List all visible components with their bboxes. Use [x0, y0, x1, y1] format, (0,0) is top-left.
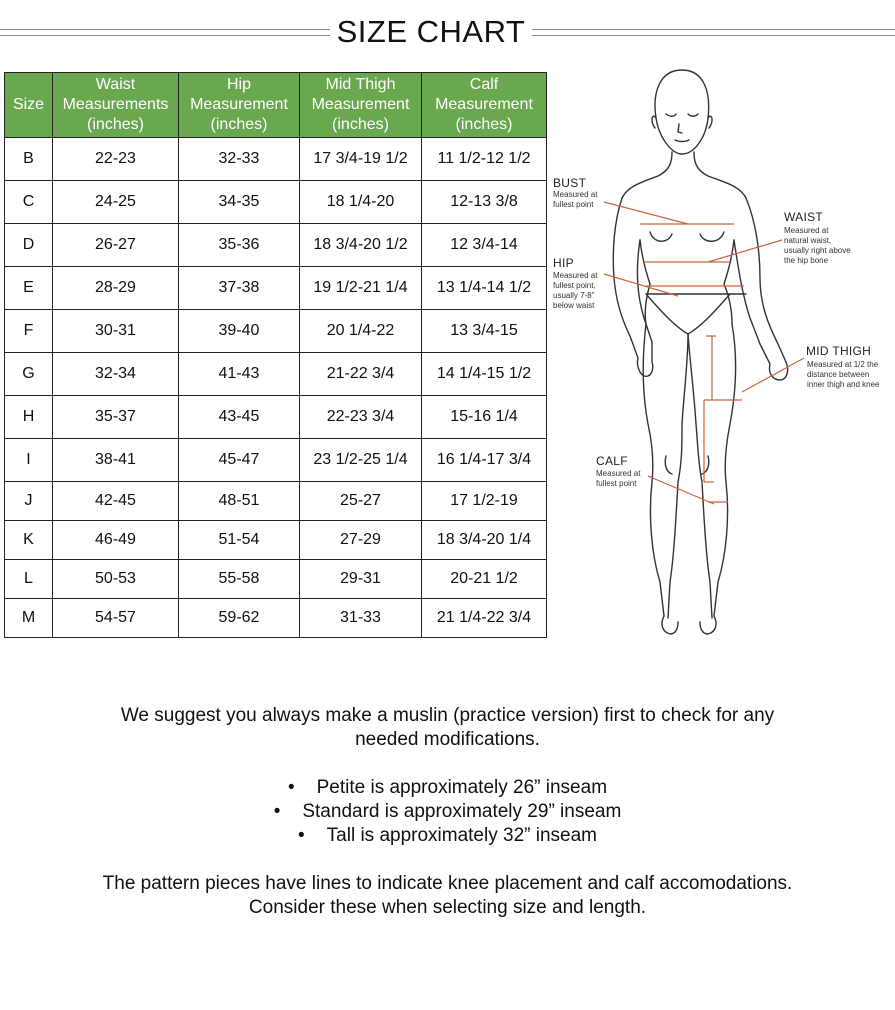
note-line: needed modifications.: [355, 729, 540, 750]
calf-cell: 18 3/4-20 1/4: [422, 521, 547, 560]
size-table: [4, 72, 547, 638]
waist-desc-line: Measured at: [784, 226, 829, 235]
table-header-row: [5, 73, 547, 138]
waist-cell: 32-34: [53, 353, 179, 396]
waist-cell: 24-25: [53, 181, 179, 224]
table-row: [5, 396, 547, 439]
inseam-text: Petite is approximately 26” inseam: [316, 777, 608, 798]
size-cell: G: [5, 353, 53, 396]
waist-desc-line: natural waist,: [784, 236, 832, 245]
size-cell: I: [5, 439, 53, 482]
calf-cell: 14 1/4-15 1/2: [422, 353, 547, 396]
size-cell: E: [5, 267, 53, 310]
mid-thigh-cell: 29-31: [300, 560, 422, 599]
hip-cell: 51-54: [179, 521, 300, 560]
header-line: Measurement: [190, 96, 288, 113]
waist-cell: 46-49: [53, 521, 179, 560]
inseam-list: [0, 776, 895, 848]
hip-cell: 59-62: [179, 599, 300, 638]
calf-cell: 16 1/4-17 3/4: [422, 439, 547, 482]
waist-description: [784, 226, 851, 266]
calf-cell: 13 1/4-14 1/2: [422, 267, 547, 310]
hip-cell: 39-40: [179, 310, 300, 353]
header-line: Hip: [226, 76, 251, 93]
waist-cell: 35-37: [53, 396, 179, 439]
calf-cell: 15-16 1/4: [422, 396, 547, 439]
note-line: We suggest you always make a muslin (practice version) first to check for any: [120, 705, 775, 726]
table-row: [5, 267, 547, 310]
size-chart-title: [0, 14, 895, 50]
waist-cell: 22-23: [53, 138, 179, 181]
mid-thigh-desc-line: inner thigh and knee: [807, 380, 880, 389]
calf-description: [596, 469, 640, 489]
bust-desc-line: fullest point: [553, 200, 594, 209]
hip-cell: 37-38: [179, 267, 300, 310]
table-row: [5, 310, 547, 353]
bust-desc-line: Measured at: [553, 190, 598, 199]
size-cell: F: [5, 310, 53, 353]
hip-cell: 45-47: [179, 439, 300, 482]
hip-desc-line: usually 7-8": [553, 291, 595, 300]
header-line: Mid Thigh: [325, 76, 396, 93]
waist-cell: 50-53: [53, 560, 179, 599]
bullet-icon: •: [287, 777, 295, 798]
calf-label: CALF: [596, 454, 628, 468]
table-body: [5, 138, 547, 638]
bust-label: BUST: [553, 176, 587, 190]
header-line: Measurements: [62, 96, 169, 113]
hip-cell: 43-45: [179, 396, 300, 439]
calf-cell: 20-21 1/2: [422, 560, 547, 599]
table-row: [5, 560, 547, 599]
size-cell: J: [5, 482, 53, 521]
calf-desc-line: fullest point: [596, 479, 637, 488]
header-mid-thigh: [300, 73, 422, 138]
bullet-icon: •: [273, 801, 281, 822]
mid-thigh-cell: 20 1/4-22: [300, 310, 422, 353]
hip-cell: 41-43: [179, 353, 300, 396]
waist-label: WAIST: [784, 210, 824, 224]
calf-cell: 17 1/2-19: [422, 482, 547, 521]
calf-cell: 13 3/4-15: [422, 310, 547, 353]
header-hip: [179, 73, 300, 138]
hip-cell: 32-33: [179, 138, 300, 181]
waist-desc-line: the hip bone: [784, 256, 829, 265]
inseam-item: [0, 800, 895, 824]
mid-thigh-description: [807, 360, 880, 390]
header-line: (inches): [332, 116, 389, 133]
hip-label: HIP: [553, 256, 574, 270]
muslin-note: [0, 704, 895, 752]
note-line: The pattern pieces have lines to indicate knee placement and calf accomodations.: [102, 873, 793, 894]
hip-cell: 34-35: [179, 181, 300, 224]
table-row: [5, 353, 547, 396]
hip-description: [553, 271, 597, 311]
mid-thigh-cell: 17 3/4-19 1/2: [300, 138, 422, 181]
header-line: Calf: [469, 76, 499, 93]
table-row: [5, 599, 547, 638]
mid-thigh-cell: 21-22 3/4: [300, 353, 422, 396]
mid-thigh-desc-line: distance between: [807, 370, 870, 379]
mid-thigh-cell: 23 1/2-25 1/4: [300, 439, 422, 482]
mid-thigh-cell: 22-23 3/4: [300, 396, 422, 439]
size-cell: B: [5, 138, 53, 181]
calf-desc-line: Measured at: [596, 469, 641, 478]
mid-thigh-cell: 18 3/4-20 1/2: [300, 224, 422, 267]
header-line: (inches): [210, 116, 268, 133]
bullet-icon: •: [298, 825, 305, 846]
header-size-line: Size: [12, 96, 45, 113]
mid-thigh-cell: 18 1/4-20: [300, 181, 422, 224]
calf-cell: 12 3/4-14: [422, 224, 547, 267]
size-cell: C: [5, 181, 53, 224]
hip-cell: 48-51: [179, 482, 300, 521]
page-title: SIZE CHART: [336, 14, 526, 49]
mid-thigh-cell: 25-27: [300, 482, 422, 521]
inseam-item: [0, 776, 895, 800]
header-line: Waist: [95, 76, 136, 93]
mid-thigh-cell: 31-33: [300, 599, 422, 638]
waist-cell: 30-31: [53, 310, 179, 353]
table-row: [5, 439, 547, 482]
inseam-text: Standard is approximately 29” inseam: [302, 801, 622, 822]
hip-cell: 55-58: [179, 560, 300, 599]
waist-cell: 38-41: [53, 439, 179, 482]
waist-desc-line: usually right above: [784, 246, 851, 255]
hip-desc-line: Measured at: [553, 271, 598, 280]
table-row: [5, 224, 547, 267]
pattern-note: [0, 872, 895, 920]
mid-thigh-desc-line: Measured at 1/2 the: [807, 360, 879, 369]
header-line: (inches): [87, 116, 144, 133]
bust-description: [553, 190, 597, 210]
note-line: Consider these when selecting size and length.: [248, 897, 647, 918]
header-line: Measurement: [435, 96, 533, 113]
inseam-text: Tall is approximately 32” inseam: [326, 825, 597, 846]
size-cell: D: [5, 224, 53, 267]
header-size: [5, 73, 53, 138]
table-row: [5, 181, 547, 224]
mid-thigh-cell: 27-29: [300, 521, 422, 560]
table-row: [5, 482, 547, 521]
inseam-item: [0, 824, 895, 848]
hip-cell: 35-36: [179, 224, 300, 267]
hip-desc-line: fullest point,: [553, 281, 596, 290]
calf-cell: 12-13 3/8: [422, 181, 547, 224]
calf-cell: 11 1/2-12 1/2: [422, 138, 547, 181]
waist-cell: 28-29: [53, 267, 179, 310]
waist-cell: 54-57: [53, 599, 179, 638]
body-measurement-figure: [548, 62, 895, 642]
table-row: [5, 521, 547, 560]
title-rule-right: [532, 29, 895, 36]
table-row: [5, 138, 547, 181]
size-cell: H: [5, 396, 53, 439]
mid-thigh-label: MID THIGH: [806, 344, 872, 358]
size-cell: L: [5, 560, 53, 599]
header-waist: [53, 73, 179, 138]
calf-cell: 21 1/4-22 3/4: [422, 599, 547, 638]
waist-cell: 26-27: [53, 224, 179, 267]
header-line: Measurement: [311, 96, 410, 113]
mid-thigh-cell: 19 1/2-21 1/4: [300, 267, 422, 310]
size-cell: K: [5, 521, 53, 560]
header-line: (inches): [455, 116, 513, 133]
waist-cell: 42-45: [53, 482, 179, 521]
size-cell: M: [5, 599, 53, 638]
title-rule-left: [0, 29, 330, 36]
header-calf: [422, 73, 547, 138]
hip-desc-line: below waist: [553, 301, 595, 310]
